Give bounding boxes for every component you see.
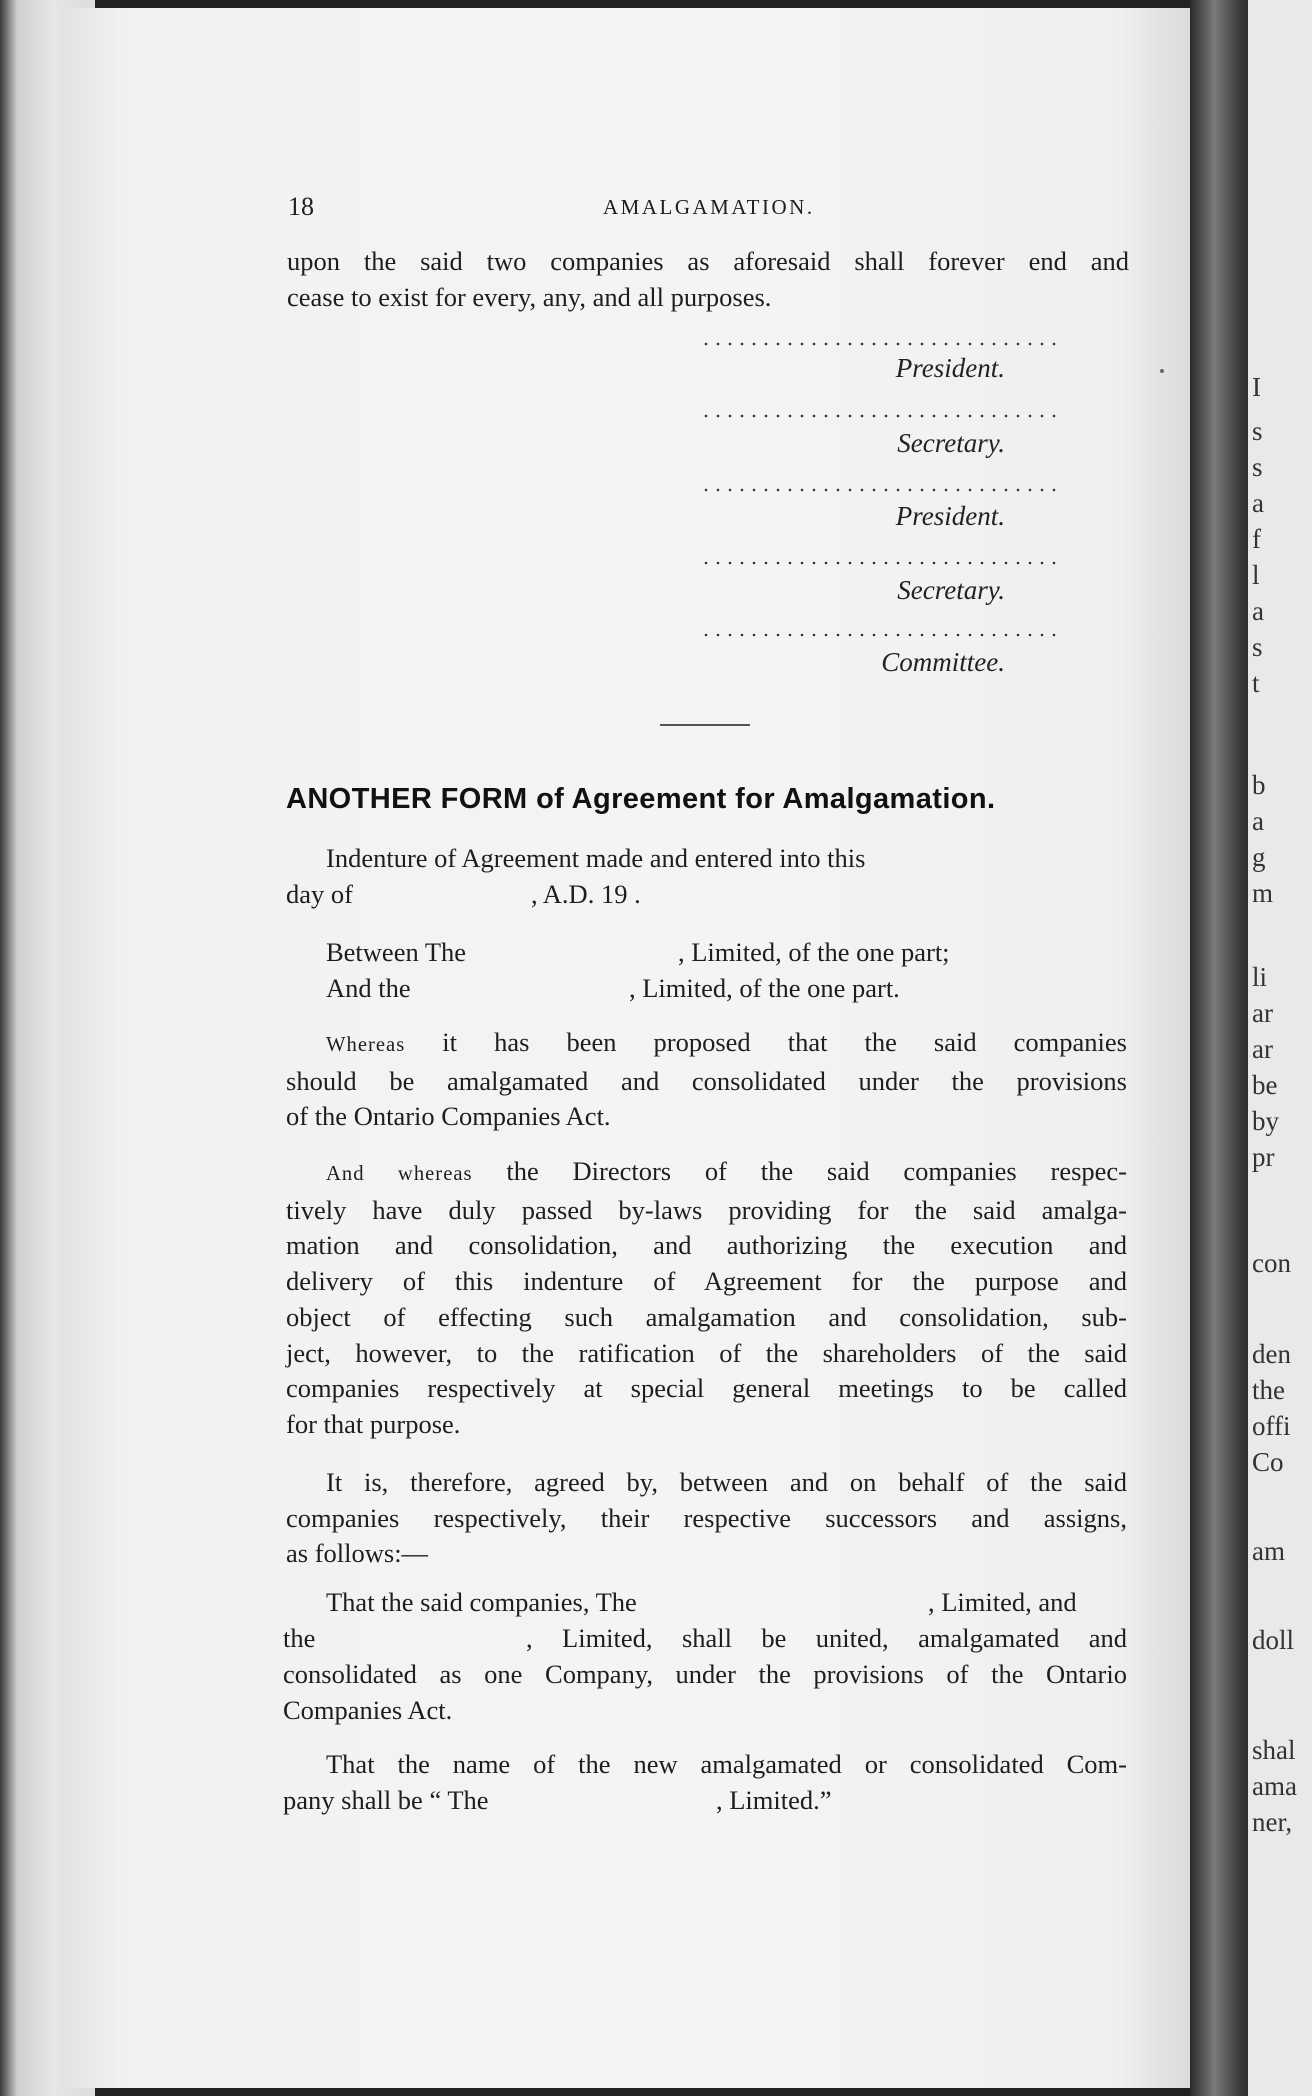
- united-paragraph-rest: [283, 1657, 1127, 1728]
- adjacent-page-strip: [1248, 0, 1312, 2096]
- adjacent-page-fragment: am: [1252, 1536, 1285, 1566]
- and-whereas-small-caps: And whereas: [326, 1163, 473, 1185]
- adjacent-page-fragment: pr: [1252, 1142, 1275, 1172]
- adjacent-page-fragment: m: [1252, 878, 1274, 908]
- signature-label-president: President.: [895, 501, 1005, 531]
- adjacent-page-fragment: g: [1252, 842, 1266, 872]
- adjacent-page-fragment: f: [1252, 524, 1261, 554]
- adjacent-page-fragment: ar: [1252, 998, 1273, 1028]
- adjacent-page-fragment: con: [1252, 1248, 1291, 1278]
- and-whereas-line: companies respectively at special general meetings to be called: [286, 1373, 1127, 1404]
- adjacent-page-fragment: I: [1252, 372, 1261, 402]
- signature-line-dots: [700, 561, 1064, 565]
- whereas-small-caps: Whereas: [326, 1034, 406, 1056]
- signature-line-dots: [700, 414, 1064, 418]
- united-line-prefix: That the said companies, The: [326, 1587, 637, 1617]
- section-divider: [660, 724, 750, 726]
- and-whereas-line: for that purpose.: [286, 1408, 461, 1439]
- whereas-line: should be amalgamated and consolidated under the provisions: [286, 1065, 1127, 1096]
- opening-line: upon the said two companies as aforesaid shall forever end and: [287, 246, 1129, 276]
- indenture-date-suffix: , A.D. 19 .: [531, 879, 641, 909]
- indenture-date-prefix: day of: [286, 879, 353, 909]
- agreed-paragraph: [286, 1465, 1127, 1572]
- adjacent-page-fragment: s: [1252, 632, 1263, 662]
- united-line: Companies Act.: [283, 1694, 453, 1725]
- united-line-prefix: the: [283, 1623, 316, 1653]
- and-whereas-line: mation and consolidation, and authorizing the execution and: [286, 1230, 1127, 1261]
- adjacent-page-fragment: den: [1252, 1339, 1291, 1369]
- and-whereas-line: the Directors of the said companies respec-: [472, 1156, 1128, 1186]
- adjacent-page-fragment: li: [1252, 962, 1268, 992]
- party-one-prefix: Between The: [326, 937, 467, 967]
- signature-line-dots: [700, 633, 1064, 637]
- united-line-suffix: , Limited, shall be united, amalgamated and: [526, 1623, 1127, 1653]
- signature-line-dots: [700, 342, 1064, 346]
- signature-label-secretary: Secretary.: [897, 428, 1005, 458]
- united-line-suffix: , Limited, and: [928, 1587, 1077, 1617]
- signature-label-secretary: Secretary.: [897, 575, 1005, 605]
- party-two-suffix: , Limited, of the one part.: [629, 973, 900, 1003]
- party-two-prefix: And the: [326, 973, 411, 1003]
- page-number: 18: [288, 192, 314, 221]
- name-clause-prefix: pany shall be “ The: [283, 1785, 489, 1815]
- signature-label-committee: Committee.: [881, 647, 1005, 677]
- adjacent-page-fragment: Co: [1252, 1447, 1284, 1477]
- name-clause-line: That the name of the new amalgamated or consolidated Com-: [326, 1749, 1127, 1779]
- adjacent-page-fragment: a: [1252, 806, 1264, 836]
- adjacent-page-fragment: shal: [1252, 1735, 1296, 1765]
- adjacent-page-fragment: l: [1252, 560, 1260, 590]
- adjacent-page-fragment: ner,: [1252, 1807, 1293, 1837]
- adjacent-page-fragment: ama: [1252, 1771, 1297, 1801]
- signature-label-president: President.: [895, 353, 1005, 383]
- adjacent-page-fragment: b: [1252, 770, 1266, 800]
- page-speck: [1160, 369, 1164, 373]
- adjacent-page-fragment: t: [1252, 668, 1260, 698]
- signature-line-dots: [700, 488, 1064, 492]
- agreed-line: companies respectively, their respective successors and assigns,: [286, 1502, 1127, 1533]
- adjacent-page-fragment: a: [1252, 596, 1264, 626]
- and-whereas-line: ject, however, to the ratification of the shareholders of the said: [286, 1337, 1127, 1368]
- adjacent-page-fragment: doll: [1252, 1625, 1295, 1655]
- adjacent-page-fragment: s: [1252, 416, 1263, 446]
- whereas-line: of the Ontario Companies Act.: [286, 1101, 611, 1132]
- party-one-suffix: , Limited, of the one part;: [678, 937, 950, 967]
- adjacent-page-fragment: the: [1252, 1375, 1285, 1405]
- whereas-paragraph: [286, 1025, 1127, 1135]
- adjacent-page-fragment: offi: [1252, 1411, 1291, 1441]
- name-clause-suffix: , Limited.”: [716, 1785, 832, 1815]
- and-whereas-line: object of effecting such amalgamation and consolidation, sub-: [286, 1301, 1127, 1332]
- adjacent-page-fragment: a: [1252, 488, 1264, 518]
- agreed-line: as follows:—: [286, 1538, 429, 1569]
- opening-paragraph: [287, 244, 1129, 315]
- and-whereas-line: tively have duly passed by-laws providing for the said amalga-: [286, 1194, 1127, 1225]
- adjacent-page-fragment: by: [1252, 1106, 1279, 1136]
- united-line: consolidated as one Company, under the provisions of the Ontario: [283, 1659, 1127, 1689]
- and-whereas-paragraph: [286, 1154, 1127, 1443]
- whereas-line: it has been proposed that the said companies: [405, 1027, 1127, 1057]
- adjacent-page-fragment: ar: [1252, 1034, 1273, 1064]
- adjacent-page-fragment: be: [1252, 1070, 1278, 1100]
- adjacent-page-fragment: s: [1252, 452, 1263, 482]
- section-heading: ANOTHER FORM of Agreement for Amalgamation.: [286, 783, 996, 815]
- opening-line: cease to exist for every, any, and all purposes.: [287, 281, 772, 312]
- running-title: AMALGAMATION.: [603, 195, 815, 219]
- indenture-line: Indenture of Agreement made and entered into this: [326, 843, 866, 873]
- agreed-line: It is, therefore, agreed by, between and on behalf of the said: [326, 1467, 1127, 1497]
- and-whereas-line: delivery of this indenture of Agreement for the purpose and: [286, 1266, 1127, 1297]
